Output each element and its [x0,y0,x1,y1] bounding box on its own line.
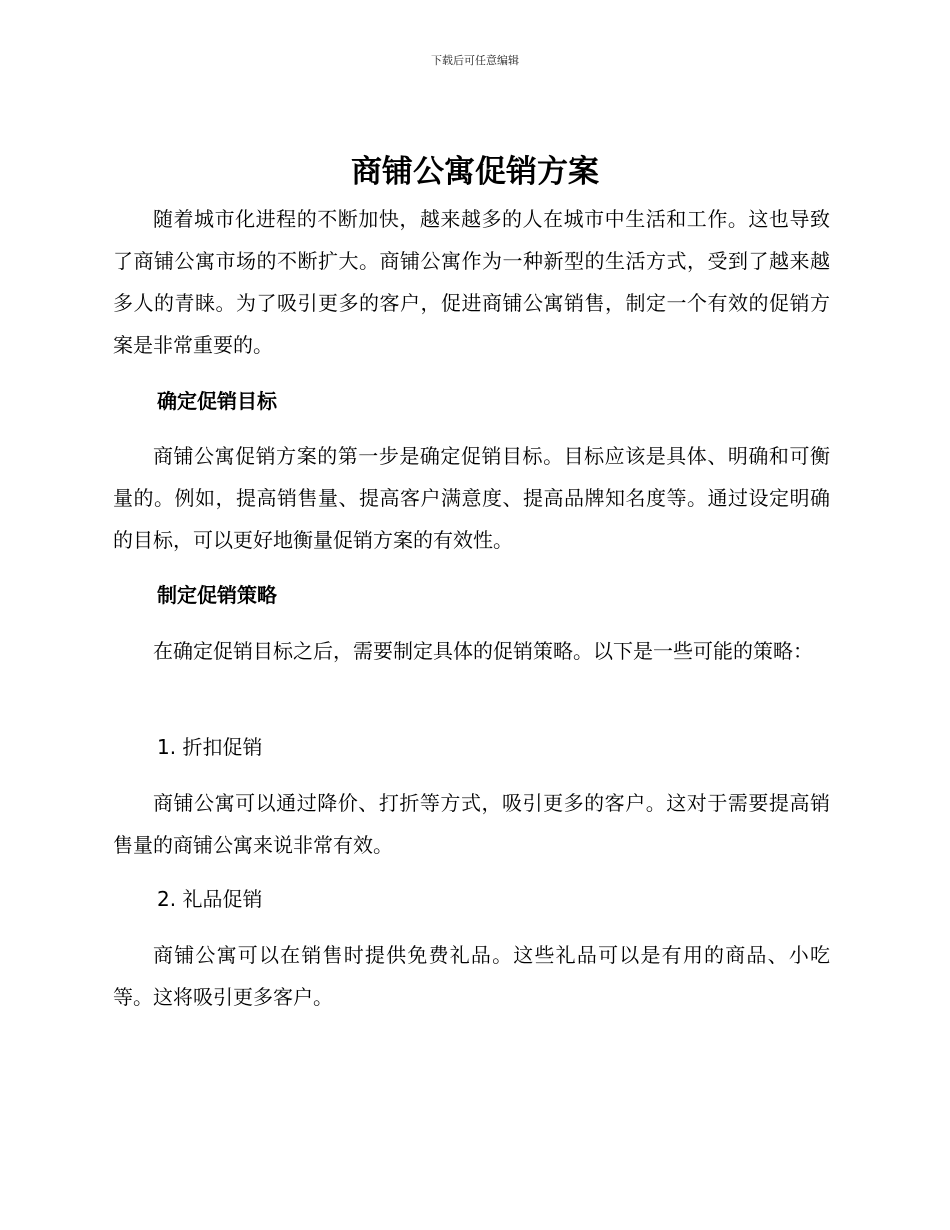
discount-paragraph: 商铺公寓可以通过降价、打折等方式，吸引更多的客户。这对于需要提高销售量的商铺公寓来说非常有效。 [113,791,830,857]
strategy-heading: 制定促销策略 [157,583,277,607]
strategy-paragraph: 在确定促销目标之后，需要制定具体的促销策略。以下是一些可能的策略： [153,639,813,663]
goal-paragraph: 商铺公寓促销方案的第一步是确定促销目标。目标应该是具体、明确和可衡量的。例如，提高销售量、提高客户满意度、提高品牌知名度等。通过设定明确的目标，可以更好地衡量促销方案的有效性。 [113,444,830,552]
document-title: 商铺公寓促销方案 [351,154,599,190]
gift-paragraph: 商铺公寓可以在销售时提供免费礼品。这些礼品可以是有用的商品、小吃等。这将吸引更多客户。 [113,943,830,1009]
intro-paragraph: 随着城市化进程的不断加快，越来越多的人在城市中生活和工作。这也导致了商铺公寓市场的不断扩大。商铺公寓作为一种新型的生活方式，受到了越来越多人的青睐。为了吸引更多的客户，促进商铺公寓销售，制定一个有效的促销方案是非常重要的。 [113,207,830,357]
header-note: 下载后可任意编辑 [431,54,519,67]
gift-heading: 2. 礼品促销 [157,887,263,911]
goal-heading: 确定促销目标 [157,389,277,413]
discount-heading: 1. 折扣促销 [157,735,263,759]
